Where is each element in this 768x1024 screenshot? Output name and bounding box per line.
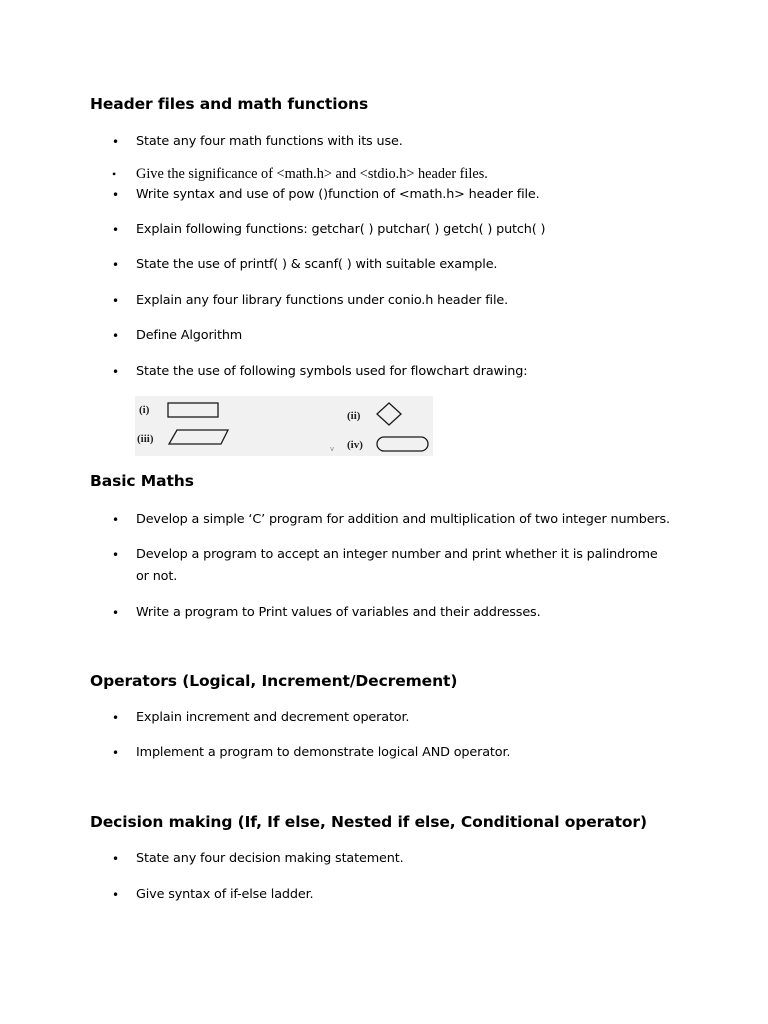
bullet: •: [112, 606, 119, 620]
bullet: •: [112, 746, 119, 760]
bullet: •: [112, 167, 117, 181]
symbol-label-iv: (iv): [347, 439, 363, 451]
rectangle-icon: [168, 403, 218, 417]
bullet: •: [112, 548, 119, 562]
bullet: •: [112, 294, 119, 308]
list-item: • Write a program to Print values of variables and their addresses.: [112, 602, 672, 624]
list-item: • State the use of following symbols used for flowchart drawing:: [112, 361, 672, 383]
symbol-label-ii: (ii): [347, 410, 361, 422]
symbol-label-i: (i): [139, 404, 150, 416]
section-heading-basic-maths: Basic Maths: [90, 472, 194, 490]
section-heading-decision-making: Decision making (If, If else, Nested if else, Conditional operator): [90, 813, 647, 831]
bullet: •: [112, 888, 119, 902]
list-item: • Write syntax and use of pow ()function of <math.h> header file.: [112, 184, 672, 206]
list-item: • Implement a program to demonstrate logical AND operator.: [112, 742, 672, 764]
bullet: •: [112, 188, 119, 202]
symbol-label-iii: (iii): [137, 433, 154, 445]
list-item: • Explain any four library functions under conio.h header file.: [112, 290, 672, 312]
list-item: • Define Algorithm: [112, 325, 672, 347]
list-item: • Give the significance of <math.h> and <stdio.h> header files.: [112, 163, 672, 185]
list-item: • Explain following functions: getchar( ) putchar( ) getch( ) putch( ): [112, 219, 672, 241]
section-heading-operators: Operators (Logical, Increment/Decrement): [90, 672, 458, 690]
bullet: •: [112, 365, 119, 379]
list-item: • Develop a program to accept an integer number and print whether it is palindrome or not.: [112, 544, 672, 588]
list-item: • Develop a simple ‘C’ program for addition and multiplication of two integer numbers.: [112, 509, 672, 531]
scan-speck: v: [330, 445, 335, 453]
list-item: • State any four decision making statement.: [112, 848, 672, 870]
bullet: •: [112, 513, 119, 527]
rounded-rectangle-icon: [377, 437, 428, 451]
parallelogram-icon: [169, 430, 228, 444]
section-heading-header-files: Header files and math functions: [90, 95, 369, 113]
bullet: •: [112, 852, 119, 866]
list-item: • Give syntax of if-else ladder.: [112, 884, 672, 906]
bullet: •: [112, 329, 119, 343]
bullet: •: [112, 223, 119, 237]
bullet: •: [112, 258, 119, 272]
bullet: •: [112, 711, 119, 725]
bullet: •: [112, 135, 119, 149]
flowchart-symbols-figure: [135, 396, 433, 456]
flowchart-symbols-drawing: [135, 396, 433, 456]
list-item: • State the use of printf( ) & scanf( ) with suitable example.: [112, 254, 672, 276]
list-item: • Explain increment and decrement operator.: [112, 707, 672, 729]
list-item: • State any four math functions with its use.: [112, 131, 672, 153]
diamond-icon: [377, 403, 401, 425]
